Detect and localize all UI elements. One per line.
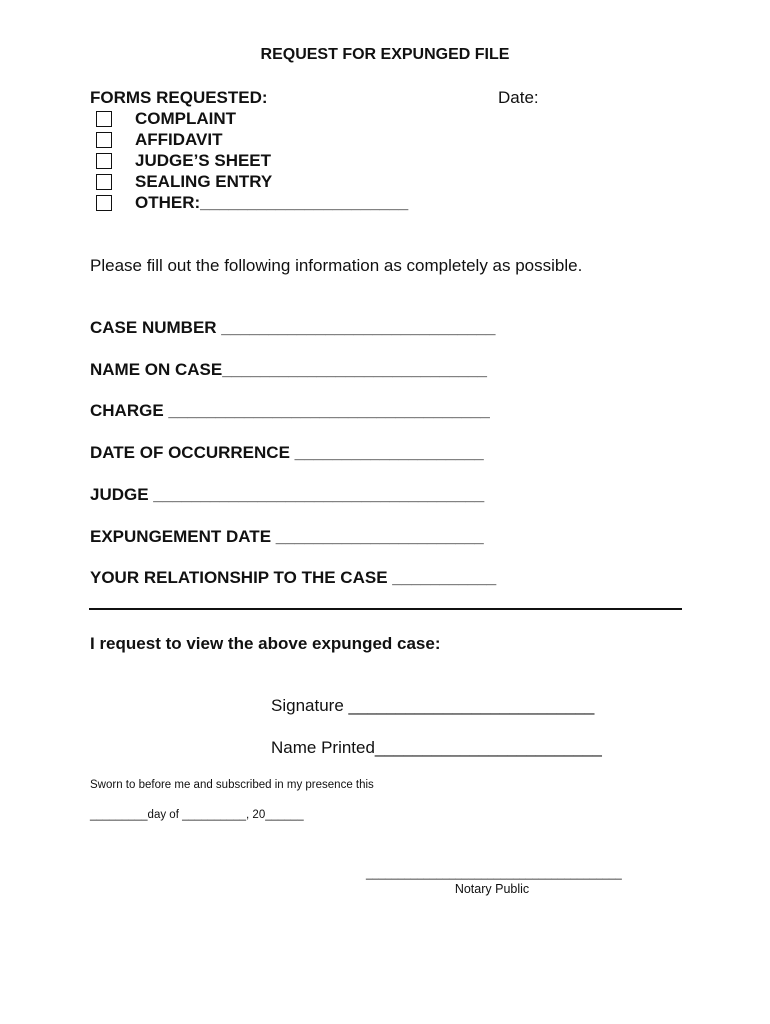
relationship-field[interactable]: YOUR RELATIONSHIP TO THE CASE ___________	[90, 568, 497, 587]
instructions-text: Please fill out the following information as completely as possible.	[90, 256, 583, 275]
checkbox[interactable]	[96, 195, 112, 211]
day-of-line[interactable]: _________day of __________, 20______	[90, 809, 304, 821]
signature-field[interactable]: Signature __________________________	[271, 696, 595, 715]
form-title: REQUEST FOR EXPUNGED FILE	[260, 46, 510, 63]
checkbox[interactable]	[96, 174, 112, 190]
charge-field[interactable]: CHARGE __________________________________	[90, 401, 490, 420]
form-option-label: COMPLAINT	[135, 109, 237, 128]
notary-public-label: Notary Public	[454, 882, 530, 896]
case-number-field[interactable]: CASE NUMBER _____________________________	[90, 318, 496, 337]
form-option-label: OTHER:______________________	[135, 193, 409, 212]
request-statement: I request to view the above expunged case:	[90, 634, 441, 653]
form-option-label: JUDGE’S SHEET	[135, 151, 272, 170]
date-label: Date:	[498, 88, 539, 107]
checkbox[interactable]	[96, 111, 112, 127]
forms-requested-label: FORMS REQUESTED:	[90, 88, 268, 107]
form-option-affidavit[interactable]	[96, 130, 223, 150]
form-option-other[interactable]	[96, 193, 408, 213]
checkbox[interactable]	[96, 153, 112, 169]
form-option-label: SEALING ENTRY	[135, 172, 273, 191]
expungement-date-field[interactable]: EXPUNGEMENT DATE ______________________	[90, 527, 484, 546]
form-option-judges-sheet[interactable]	[96, 151, 271, 171]
form-option-complaint[interactable]	[96, 109, 236, 129]
name-printed-field[interactable]: Name Printed________________________	[271, 738, 602, 757]
sworn-statement: Sworn to before me and subscribed in my presence this	[90, 779, 374, 791]
form-option-sealing-entry[interactable]	[96, 172, 272, 192]
date-of-occurrence-field[interactable]: DATE OF OCCURRENCE ____________________	[90, 443, 484, 462]
notary-signature-line[interactable]: ________________________________________	[366, 868, 622, 880]
judge-field[interactable]: JUDGE ___________________________________	[90, 485, 485, 504]
checkbox[interactable]	[96, 132, 112, 148]
name-on-case-field[interactable]: NAME ON CASE____________________________	[90, 360, 487, 379]
form-option-label: AFFIDAVIT	[135, 130, 223, 149]
section-divider	[89, 608, 682, 610]
